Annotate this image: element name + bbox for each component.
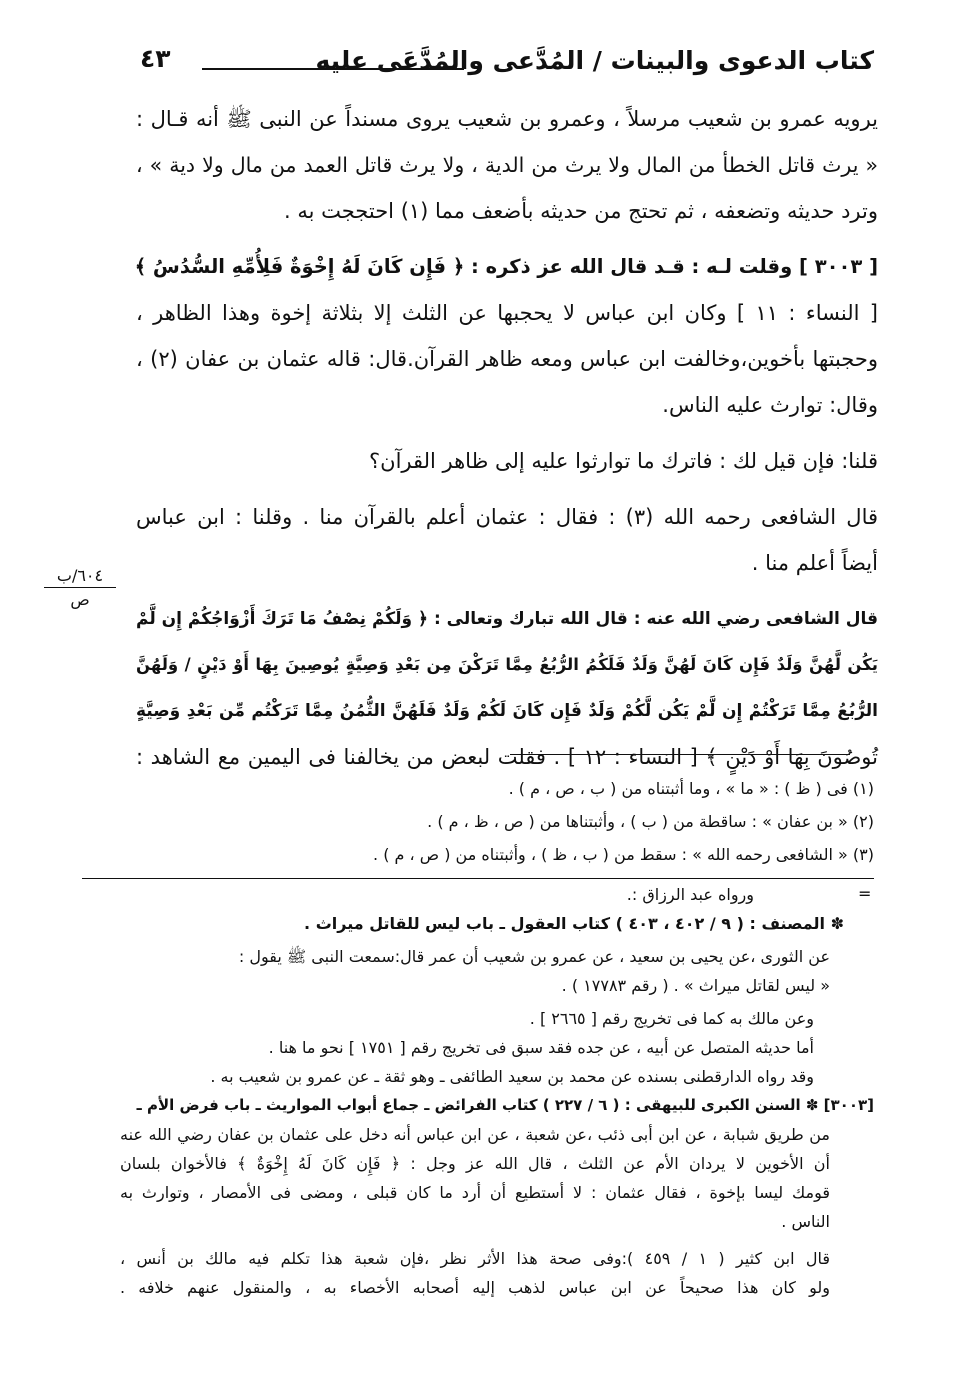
takhrij-line: وقد رواه الدارقطنى بسنده عن محمد بن سعيد الطائفى ـ وهو ثقة ـ عن عمرو بن شعيب به . [210, 1067, 814, 1086]
footnote: (٢) « بن عفان » : ساقطة من ( ب ) ، وأثبتناها من ( ص ، ظ ، م ) . [427, 812, 874, 831]
chapter-title: كتاب الدعوى والبينات / المُدَّعى والمُدَّعَى عليه [315, 46, 874, 75]
text-line: قال الشافعى رحمه الله (٣) : فقال : عثمان أعلم بالقرآن منا . وقلنا : ابن عباس [136, 505, 879, 529]
footnote: (١) فى ( ظ ) : « ما » ، وما أثبتناه من ( ب ، ص ، م ) . [508, 779, 874, 798]
text-line: يَكُن لَّهُنَّ وَلَدٌ فَإِن كَانَ لَهُنَّ وَلَدٌ فَلَكُمُ الرُّبُعُ مِمَّا تَرَكْنَ مِن بَعْدِ وَصِيَّةٍ يُوصِينَ بِهَا أَوْ دَيْنٍ / وَلَهُنَّ [136, 655, 878, 674]
margin-mark-bottom: ص [70, 590, 90, 609]
text-line: [ النساء : ١١ ] وكان ابن عباس لا يحجبها عن الثلث إلا بثلاثة إخوة وهذا الظاهر ، [136, 301, 879, 325]
takhrij-separator [82, 878, 874, 879]
text-line: وحجبتها بأخوين،وخالفت ابن عباس ومعه ظاهر القرآن.قال: قاله عثمان بن عفان (٢) ، [136, 347, 878, 371]
text-line: قال الشافعى رضي الله عنه : قال الله تبارك وتعالى : ﴿ وَلَكُمْ نِصْفُ مَا تَرَكَ أَزْوَاجُكُمْ إِن لَّمْ [136, 609, 878, 629]
takhrij-line: عن الثورى ،عن يحيى بن سعيد ، عن عمرو بن شعيب أن عمر قال:سمعت النبى ﷺ يقول : [238, 947, 830, 966]
takhrij-line: « ليس لقاتل ميراث » . ( رقم ١٧٧٨٣ ) . [561, 976, 830, 995]
takhrij-line: قومك ليسا بإخوة ، فقال عثمان : لا أستطيع أن أرد ما كان قبلى ، ومضى فى الأمصار ، وتوارث به [120, 1183, 830, 1202]
text-line: أيضاً أعلم منا . [751, 551, 878, 575]
header-rule [202, 68, 464, 70]
text-line: [ ٣٠٠٣ ] وقلت لـه : قـد قال الله عز ذكره : ﴿ فَإِن كَانَ لَهُ إِخْوَةٌ فَلِأُمِّهِ السُّدُسُ ﴾ [134, 255, 878, 278]
text-line: الرُّبُعُ مِمَّا تَرَكْتُمْ إِن لَّمْ يَكُن لَّكُمْ وَلَدٌ فَإِن كَانَ لَكُمْ وَلَدٌ فَلَهُنَّ الثُّمُنُ مِمَّا تَرَكْتُم مِّن بَعْدِ وَصِيَّةٍ [136, 701, 878, 721]
margin-mark-top: ٦٠٤/ب [44, 566, 116, 588]
main-text [136, 96, 878, 780]
takhrij-line: من طريق شبابة ، عن ابن أبى ذئب ،عن شعبة ، عن ابن عباس أنه دخل على عثمان بن عفان رضي الله عنه [120, 1125, 830, 1144]
takhrij-notes [120, 880, 874, 1302]
takhrij-line: [٣٠٠٣] ✽ السنن الكبرى للبيهقى : ( ٦ / ٢٢٧ ) كتاب الفرائض ـ جماع أبواب المواريث ـ باب فرض الأم ـ [136, 1096, 874, 1114]
takhrij-line: قال ابن كثير ( ١ / ٤٥٩ ):وفى صحة هذا الأثر نظر ،فإن شعبة هذا تكلم فيه مالك بن أنس ، [120, 1249, 831, 1268]
footnote-separator [510, 754, 850, 755]
text-line: يرويه عمرو بن شعيب مرسلاً ، وعمرو بن شعيب يروى مسنداً عن النبى ﷺ أنه قـال : [136, 107, 878, 131]
takhrij-line: ✽ المصنف : ( ٩ / ٤٠٢ ، ٤٠٣ ) كتاب العقول ـ باب ليس للقاتل ميراث . [304, 914, 844, 933]
text-line: وترد حديثه وتضعفه ، ثم تحتج من حديثه بأضعف مما (١) احتججت به . [284, 199, 878, 223]
footnote: (٣) « الشافعى رحمه الله » : سقط من ( ب ، ظ ) ، وأثبتناه من ( ص ، م ) . [373, 845, 874, 864]
takhrij-line: ورواه عبد الرزاق :. [626, 885, 754, 904]
manuscript-margin-mark [44, 566, 116, 609]
takhrij-line: ولو كان هذا صحيحاً عن ابن عباس لذهب إليه أصحابه الأخصاء به ، والمنقول عنهم خلافه . [120, 1278, 830, 1297]
takhrij-line: أما حديثه المتصل عن أبيه ، عن جده فقد سبق فى تخريج رقم [ ١٧٥١ ] نحو ما هنا . [268, 1038, 814, 1057]
footnotes [260, 772, 874, 871]
text-line: وقال: توارث عليه الناس. [662, 393, 878, 417]
text-line: تُوصُونَ بِهَا أَوْ دَيْنٍ ﴾ [ النساء : ١٢ ] . فقلت لبعض من يخالفنا فى اليمين مع الشاهد : [136, 745, 879, 769]
takhrij-line: وعن مالك به كما فى تخريج رقم [ ٢٦٦٥ ] . [529, 1009, 814, 1028]
page-number: ٤٣ [140, 44, 171, 73]
running-header [140, 40, 874, 84]
takhrij-line: الناس . [781, 1212, 830, 1231]
takhrij-line: أن الأخوين لا يردان الأم عن الثلث ، قال الله عز وجل : ﴿ فَإِن كَانَ لَهُ إِخْوَةٌ ﴾ فالأخوان بلسان [120, 1154, 830, 1173]
continuation-mark: = [858, 884, 872, 903]
text-line: قلنا: فإن قيل لك : فاترك ما توارثوا عليه إلى ظاهر القرآن؟ [369, 449, 878, 473]
text-line: « يرث قاتل الخطأ من المال ولا يرث من الدية ، ولا يرث قاتل العمد من مال ولا دية » ، [136, 153, 878, 177]
